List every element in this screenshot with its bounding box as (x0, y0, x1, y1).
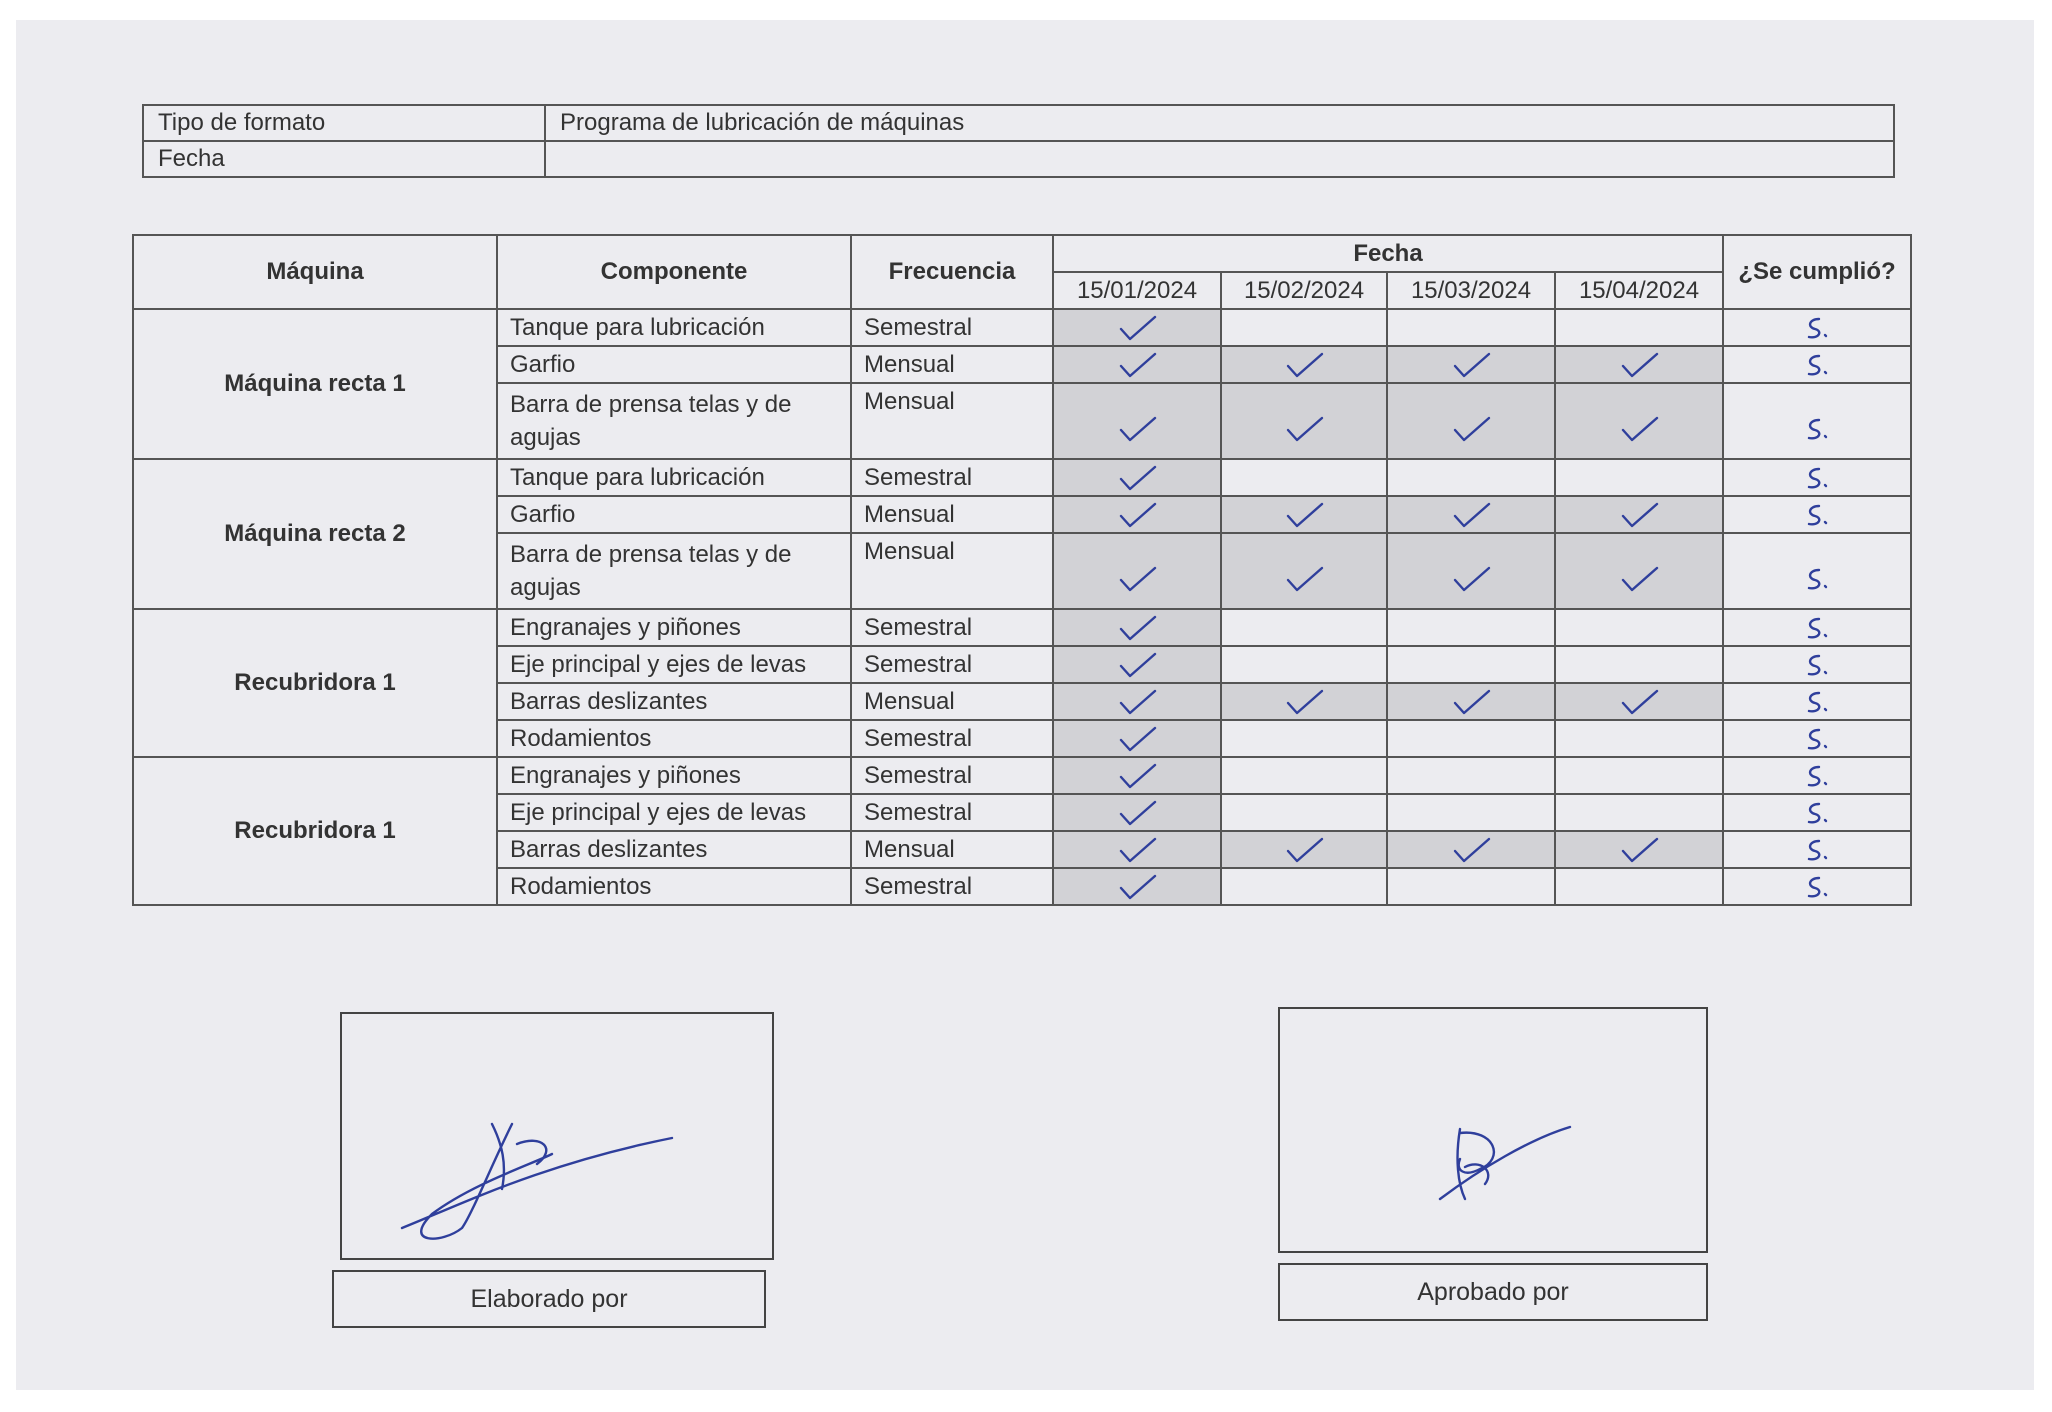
check-cell (1387, 609, 1555, 646)
component-cell: Engranajes y piñones (497, 757, 851, 794)
handwritten-si-mark (1795, 761, 1839, 791)
checkmark-icon (1115, 500, 1159, 530)
component-cell: Tanque para lubricación (497, 459, 851, 496)
check-cell (1053, 720, 1221, 757)
checkmark-icon (1617, 687, 1661, 717)
frequency-cell: Mensual (851, 346, 1053, 383)
done-cell (1723, 720, 1911, 757)
handwritten-si-mark (1795, 798, 1839, 828)
format-type-label: Tipo de formato (143, 105, 545, 141)
checkmark-icon (1115, 350, 1159, 380)
col-header-component: Componente (497, 235, 851, 309)
check-cell (1555, 609, 1723, 646)
component-cell: Garfio (497, 496, 851, 533)
checkmark-icon (1449, 564, 1493, 594)
handwritten-si-mark (1795, 564, 1839, 594)
check-cell (1387, 646, 1555, 683)
handwritten-si-mark (1795, 724, 1839, 754)
checkmark-icon (1282, 835, 1326, 865)
approved-by-label: Aprobado por (1417, 1277, 1569, 1306)
done-cell (1723, 831, 1911, 868)
done-cell (1723, 459, 1911, 496)
prepared-signature-box (340, 1012, 774, 1260)
check-cell (1555, 346, 1723, 383)
check-cell (1053, 868, 1221, 905)
header-date-value (545, 141, 1894, 177)
checkmark-icon (1617, 835, 1661, 865)
component-cell: Engranajes y piñones (497, 609, 851, 646)
component-cell: Garfio (497, 346, 851, 383)
check-cell (1221, 346, 1387, 383)
check-cell (1387, 496, 1555, 533)
done-cell (1723, 868, 1911, 905)
check-cell (1555, 383, 1723, 459)
check-cell (1053, 309, 1221, 346)
checkmark-icon (1115, 835, 1159, 865)
check-cell (1555, 533, 1723, 609)
check-cell (1053, 609, 1221, 646)
component-cell: Barra de prensa telas y de agujas (497, 533, 851, 609)
check-cell (1387, 683, 1555, 720)
format-type-value: Programa de lubricación de máquinas (545, 105, 1894, 141)
check-cell (1053, 683, 1221, 720)
check-cell (1053, 459, 1221, 496)
checkmark-icon (1115, 564, 1159, 594)
checkmark-icon (1115, 463, 1159, 493)
frequency-cell: Semestral (851, 757, 1053, 794)
check-cell (1221, 309, 1387, 346)
check-cell (1387, 533, 1555, 609)
check-cell (1555, 831, 1723, 868)
lubrication-schedule-table (132, 234, 1912, 906)
frequency-cell: Semestral (851, 646, 1053, 683)
done-cell (1723, 496, 1911, 533)
component-cell: Rodamientos (497, 720, 851, 757)
check-cell (1053, 831, 1221, 868)
checkmark-icon (1115, 650, 1159, 680)
table-row (133, 309, 1911, 346)
checkmark-icon (1617, 414, 1661, 444)
col-header-date: 15/01/2024 (1053, 272, 1221, 309)
frequency-cell: Mensual (851, 496, 1053, 533)
handwritten-si-mark (1795, 350, 1839, 380)
check-cell (1221, 868, 1387, 905)
done-cell (1723, 309, 1911, 346)
checkmark-icon (1115, 414, 1159, 444)
component-cell: Tanque para lubricación (497, 309, 851, 346)
check-cell (1555, 309, 1723, 346)
frequency-cell: Semestral (851, 609, 1053, 646)
col-header-date: 15/03/2024 (1387, 272, 1555, 309)
frequency-cell: Mensual (851, 383, 1053, 459)
frequency-cell: Semestral (851, 868, 1053, 905)
prepared-by-label: Elaborado por (470, 1284, 628, 1313)
col-header-done: ¿Se cumplió? (1723, 235, 1911, 309)
check-cell (1221, 683, 1387, 720)
frequency-cell: Semestral (851, 794, 1053, 831)
done-cell (1723, 757, 1911, 794)
check-cell (1555, 496, 1723, 533)
checkmark-icon (1282, 350, 1326, 380)
check-cell (1221, 533, 1387, 609)
check-cell (1221, 794, 1387, 831)
check-cell (1387, 757, 1555, 794)
frequency-cell: Mensual (851, 533, 1053, 609)
check-cell (1555, 868, 1723, 905)
checkmark-icon (1282, 414, 1326, 444)
handwritten-si-mark (1795, 313, 1839, 343)
check-cell (1387, 309, 1555, 346)
check-cell (1053, 496, 1221, 533)
check-cell (1555, 646, 1723, 683)
check-cell (1555, 757, 1723, 794)
check-cell (1053, 383, 1221, 459)
handwritten-si-mark (1795, 687, 1839, 717)
checkmark-icon (1282, 687, 1326, 717)
check-cell (1221, 720, 1387, 757)
check-cell (1555, 794, 1723, 831)
check-cell (1053, 794, 1221, 831)
checkmark-icon (1282, 500, 1326, 530)
component-cell: Barras deslizantes (497, 683, 851, 720)
check-cell (1053, 346, 1221, 383)
done-cell (1723, 533, 1911, 609)
component-cell: Barra de prensa telas y de agujas (497, 383, 851, 459)
check-cell (1387, 868, 1555, 905)
col-header-date: 15/02/2024 (1221, 272, 1387, 309)
table-row (133, 609, 1911, 646)
check-cell (1387, 383, 1555, 459)
handwritten-si-mark (1795, 463, 1839, 493)
machine-name: Máquina recta 2 (133, 459, 497, 609)
handwritten-si-mark (1795, 835, 1839, 865)
done-cell (1723, 683, 1911, 720)
checkmark-icon (1115, 798, 1159, 828)
done-cell (1723, 609, 1911, 646)
component-cell: Rodamientos (497, 868, 851, 905)
frequency-cell: Semestral (851, 459, 1053, 496)
checkmark-icon (1449, 687, 1493, 717)
checkmark-icon (1115, 613, 1159, 643)
check-cell (1221, 383, 1387, 459)
approved-by-label-box (1278, 1263, 1708, 1321)
component-cell: Eje principal y ejes de levas (497, 794, 851, 831)
col-header-date: 15/04/2024 (1555, 272, 1723, 309)
frequency-cell: Mensual (851, 683, 1053, 720)
done-cell (1723, 646, 1911, 683)
checkmark-icon (1115, 724, 1159, 754)
check-cell (1387, 459, 1555, 496)
check-cell (1387, 831, 1555, 868)
check-cell (1387, 720, 1555, 757)
check-cell (1555, 459, 1723, 496)
check-cell (1053, 646, 1221, 683)
checkmark-icon (1115, 761, 1159, 791)
handwritten-si-mark (1795, 872, 1839, 902)
checkmark-icon (1282, 564, 1326, 594)
check-cell (1221, 757, 1387, 794)
check-cell (1221, 831, 1387, 868)
checkmark-icon (1617, 500, 1661, 530)
check-cell (1221, 459, 1387, 496)
check-cell (1221, 496, 1387, 533)
approved-signature-box (1278, 1007, 1708, 1253)
format-header-table (142, 104, 1895, 178)
component-cell: Eje principal y ejes de levas (497, 646, 851, 683)
handwritten-si-mark (1795, 613, 1839, 643)
done-cell (1723, 346, 1911, 383)
prepared-by-label-box (332, 1270, 766, 1328)
machine-name: Recubridora 1 (133, 757, 497, 905)
machine-name: Recubridora 1 (133, 609, 497, 757)
check-cell (1053, 533, 1221, 609)
table-row (133, 459, 1911, 496)
component-cell: Barras deslizantes (497, 831, 851, 868)
table-row (133, 757, 1911, 794)
handwritten-si-mark (1795, 500, 1839, 530)
checkmark-icon (1449, 414, 1493, 444)
checkmark-icon (1449, 500, 1493, 530)
check-cell (1053, 757, 1221, 794)
checkmark-icon (1115, 687, 1159, 717)
col-header-machine: Máquina (133, 235, 497, 309)
checkmark-icon (1449, 350, 1493, 380)
frequency-cell: Semestral (851, 309, 1053, 346)
check-cell (1387, 346, 1555, 383)
done-cell (1723, 794, 1911, 831)
frequency-cell: Semestral (851, 720, 1053, 757)
done-cell (1723, 383, 1911, 459)
check-cell (1387, 794, 1555, 831)
check-cell (1555, 683, 1723, 720)
col-header-frequency: Frecuencia (851, 235, 1053, 309)
header-date-label: Fecha (143, 141, 545, 177)
checkmark-icon (1115, 872, 1159, 902)
checkmark-icon (1115, 313, 1159, 343)
check-cell (1221, 646, 1387, 683)
prepared-signature (342, 1014, 772, 1258)
col-header-date-group: Fecha (1053, 235, 1723, 272)
checkmark-icon (1449, 835, 1493, 865)
machine-name: Máquina recta 1 (133, 309, 497, 459)
handwritten-si-mark (1795, 650, 1839, 680)
handwritten-si-mark (1795, 414, 1839, 444)
check-cell (1555, 720, 1723, 757)
frequency-cell: Mensual (851, 831, 1053, 868)
check-cell (1221, 609, 1387, 646)
approved-signature (1280, 1009, 1706, 1251)
checkmark-icon (1617, 564, 1661, 594)
checkmark-icon (1617, 350, 1661, 380)
